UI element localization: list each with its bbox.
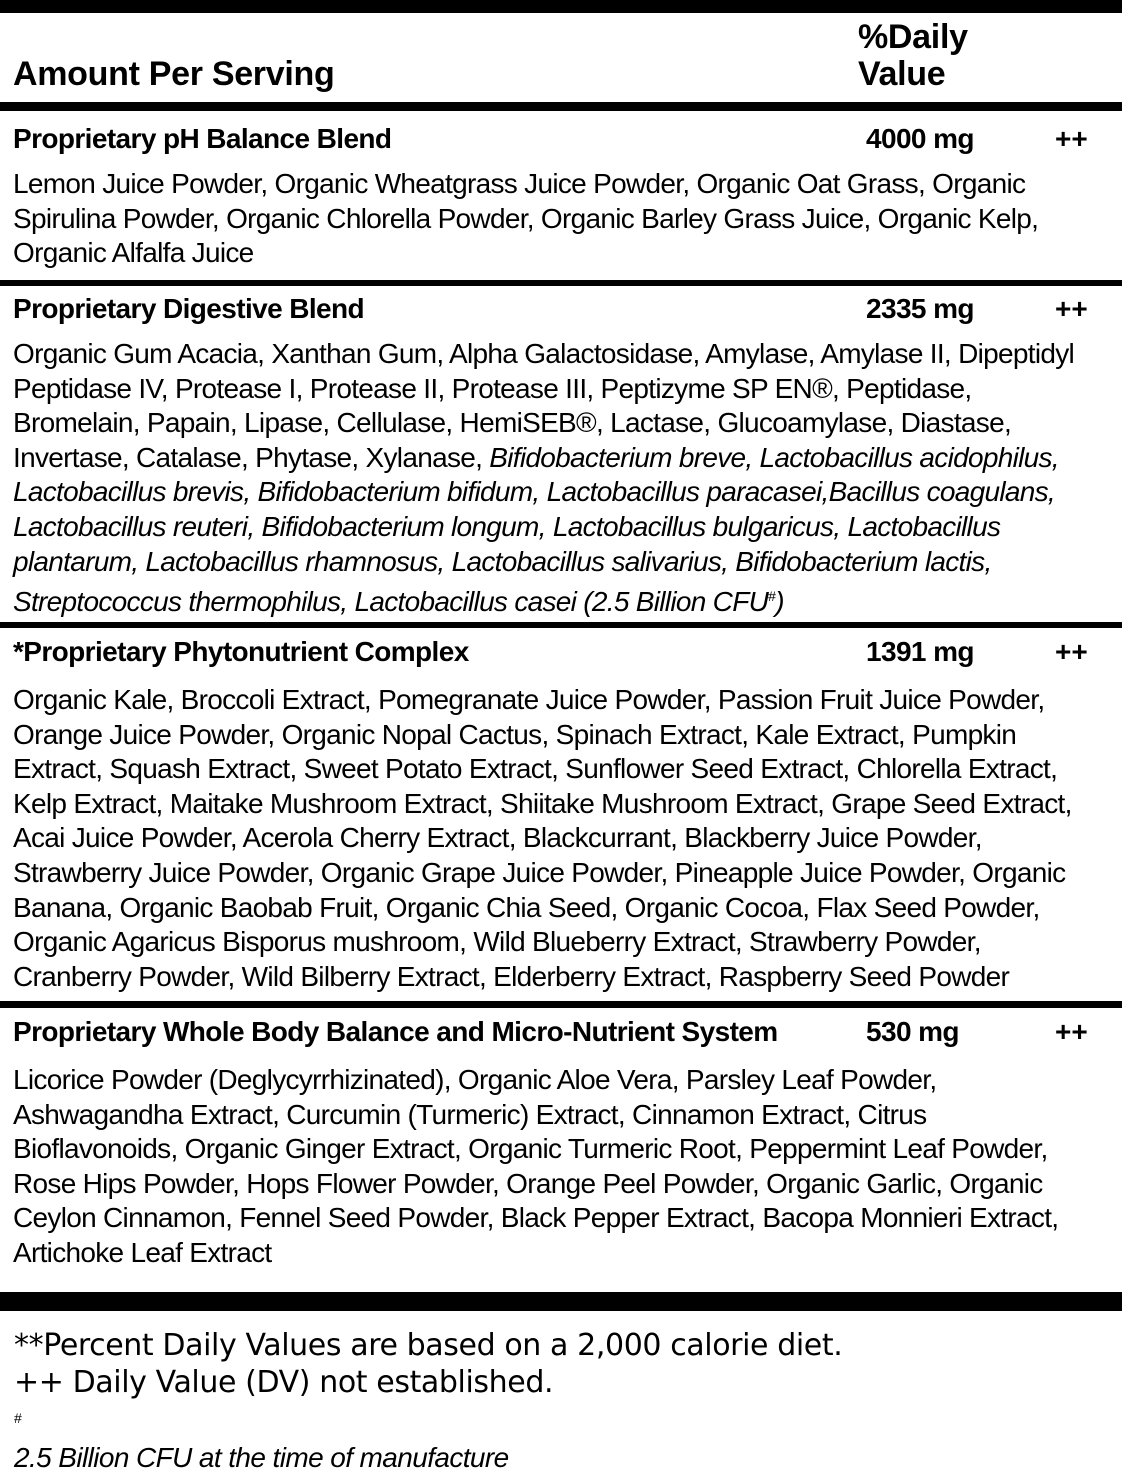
header-divider <box>0 102 1122 111</box>
ingredient-line: Cranberry Powder, Wild Bilberry Extract, Elderberry Extract, Raspberry Seed Powder <box>13 960 1010 992</box>
blend-amount: 1391 mg <box>866 636 974 667</box>
blend-name: *Proprietary Phytonutrient Complex <box>13 636 469 667</box>
ingredient-line: Rose Hips Powder, Hops Flower Powder, Orange Peel Powder, Organic Garlic, Organic <box>13 1167 1043 1199</box>
top-rule <box>0 0 1122 13</box>
ingredient-line: Lemon Juice Powder, Organic Wheatgrass Juice Powder, Organic Oat Grass, Organic <box>13 168 1026 199</box>
probiotic-text: plantarum, Lactobacillus rhamnosus, Lactobacillus salivarius, Bifidobacterium lactis, <box>13 545 992 577</box>
blend-ingredients <box>13 337 1121 618</box>
daily-value-heading <box>858 19 968 93</box>
ingredient-line: Organic Alfalfa Juice <box>13 237 254 269</box>
daily-value-heading-line1: %Daily <box>858 18 968 56</box>
ingredient-line <box>13 475 1121 510</box>
daily-value-heading-line2: Value <box>858 55 946 93</box>
ingredient-line: Peptidase IV, Protease I, Protease II, Protease III, Peptizyme SP EN®, Peptidase, <box>13 372 972 404</box>
ingredient-line <box>13 510 1121 545</box>
blend-daily-value: ++ <box>1055 123 1088 154</box>
probiotic-text <box>13 586 784 617</box>
blend-amount: 2335 mg <box>866 293 974 324</box>
section-divider <box>0 1001 1122 1008</box>
probiotic-text: Bifidobacterium breve, Lactobacillus acidophilus, <box>489 441 1059 473</box>
cfu-footnote <box>14 1401 842 1475</box>
blend-daily-value: ++ <box>1055 636 1088 667</box>
blend-name: Proprietary Whole Body Balance and Micro-Nutrient System <box>13 1016 778 1047</box>
blend-ingredients <box>13 167 1121 271</box>
section-divider <box>0 280 1122 286</box>
ingredient-line: Acai Juice Powder, Acerola Cherry Extract, Blackcurrant, Blackberry Juice Powder, <box>13 822 982 854</box>
cfu-footnote-text: 2.5 Billion CFU at the time of manufacture <box>14 1442 509 1473</box>
ingredient-line: Kelp Extract, Maitake Mushroom Extract, Shiitake Mushroom Extract, Grape Seed Extract, <box>13 787 1072 819</box>
blend-ingredients <box>13 683 1121 994</box>
ingredient-line: Organic Gum Acacia, Xanthan Gum, Alpha Galactosidase, Amylase, Amylase II, Dipeptidyl <box>13 338 1075 369</box>
blend-name: Proprietary pH Balance Blend <box>13 123 392 154</box>
ingredient-text: Invertase, Catalase, Phytase, Xylanase, <box>13 441 490 473</box>
probiotic-text: Lactobacillus brevis, Bifidobacterium bifidum, Lactobacillus paracasei,Bacillus coagulans, <box>13 476 1056 508</box>
footnotes <box>14 1327 842 1475</box>
blend-ingredients <box>13 1063 1121 1271</box>
section-divider <box>0 622 1122 628</box>
blend-amount: 4000 mg <box>866 123 974 154</box>
probiotic-last-text: Streptococcus thermophilus, Lactobacillus casei (2.5 Billion CFU <box>13 586 769 618</box>
bottom-rule <box>0 1292 1122 1311</box>
ingredient-line: Banana, Organic Baobab Fruit, Organic Chia Seed, Organic Cocoa, Flax Seed Powder, <box>13 891 1040 923</box>
ingredient-line: Spirulina Powder, Organic Chlorella Powder, Organic Barley Grass Juice, Organic Kelp, <box>13 202 1039 234</box>
ingredient-line: Organic Kale, Broccoli Extract, Pomegranate Juice Powder, Passion Fruit Juice Powder, <box>13 684 1045 715</box>
ingredient-line <box>13 579 1121 618</box>
closing-paren: ) <box>775 586 784 618</box>
ingredient-line <box>13 441 1121 476</box>
ingredient-line <box>13 545 1121 580</box>
cfu-footnote-mark: # <box>768 588 776 605</box>
percent-dv-footnote: **Percent Daily Values are based on a 2,000 calorie diet. <box>14 1328 843 1363</box>
blend-amount: 530 mg <box>866 1016 959 1047</box>
cfu-footnote-mark: # <box>14 1410 22 1426</box>
ingredient-line: Strawberry Juice Powder, Organic Grape Juice Powder, Pineapple Juice Powder, Organic <box>13 856 1066 888</box>
ingredient-line: Bromelain, Papain, Lipase, Cellulase, HemiSEB®, Lactase, Glucoamylase, Diastase, <box>13 407 1012 439</box>
ingredient-line: Licorice Powder (Deglycyrrhizinated), Organic Aloe Vera, Parsley Leaf Powder, <box>13 1064 937 1095</box>
ingredient-line: Artichoke Leaf Extract <box>13 1236 272 1268</box>
ingredient-line: Ceylon Cinnamon, Fennel Seed Powder, Black Pepper Extract, Bacopa Monnieri Extract, <box>13 1202 1059 1234</box>
ingredient-line: Bioflavonoids, Organic Ginger Extract, Organic Turmeric Root, Peppermint Leaf Powder, <box>13 1133 1048 1165</box>
ingredient-line: Extract, Squash Extract, Sweet Potato Extract, Sunflower Seed Extract, Chlorella Extract, <box>13 753 1058 785</box>
amount-per-serving-heading: Amount Per Serving <box>13 55 335 93</box>
ingredient-line: Ashwagandha Extract, Curcumin (Turmeric) Extract, Cinnamon Extract, Citrus <box>13 1098 927 1130</box>
blend-daily-value: ++ <box>1055 293 1088 324</box>
blend-daily-value: ++ <box>1055 1016 1088 1047</box>
ingredient-line: Organic Agaricus Bisporus mushroom, Wild Blueberry Extract, Strawberry Powder, <box>13 926 981 958</box>
blend-name: Proprietary Digestive Blend <box>13 293 365 324</box>
probiotic-text: Lactobacillus reuteri, Bifidobacterium longum, Lactobacillus bulgaricus, Lactobacillus <box>13 510 1001 542</box>
dv-not-established-footnote: ++ Daily Value (DV) not established. <box>14 1365 554 1400</box>
ingredient-line: Orange Juice Powder, Organic Nopal Cactus, Spinach Extract, Kale Extract, Pumpkin <box>13 718 1017 750</box>
